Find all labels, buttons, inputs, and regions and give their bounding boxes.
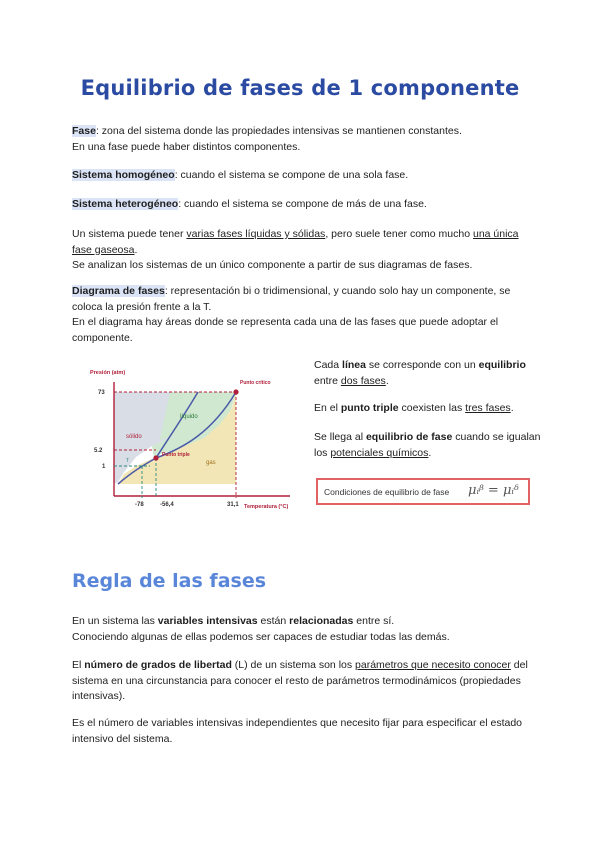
underlined-text: tres fases	[465, 402, 511, 414]
text-span: Se analizan los sistemas de un único componente a partir de sus diagramas de fases.	[72, 259, 473, 271]
condition-label: Condiciones de equilibrio de fase	[324, 487, 450, 497]
term-fase: Fase	[72, 125, 96, 137]
diagram-ylabel: Presión (atm)	[90, 370, 126, 376]
text-span: se corresponde con un	[365, 359, 479, 371]
variables-paragraph	[72, 614, 532, 645]
underlined-text: varias fases líquidas y sólidas	[186, 228, 326, 240]
bold-text: equilibrio	[478, 359, 526, 371]
page-title: Equilibrio de fases de 1 componente	[80, 76, 520, 100]
x-tick-31: 31,1	[227, 502, 239, 508]
bold-text: número de grados de libertad	[84, 659, 232, 671]
x-tick-78: -78	[135, 502, 144, 508]
term-diagrama: Diagrama de fases	[72, 285, 165, 297]
t-small-label: T	[126, 458, 130, 464]
diagrama-paragraph	[72, 284, 532, 346]
diagram-xlabel: Temperatura (°C)	[244, 504, 289, 510]
y-tick-73: 73	[98, 390, 105, 396]
text-span: coexisten las	[398, 402, 466, 414]
section-title: Regla de las fases	[72, 570, 267, 592]
critical-label: Punto crítico	[240, 380, 271, 386]
text-span: (L) de un sistema son los	[231, 659, 356, 671]
underlined-text: parámetros que necesito conocer	[355, 659, 511, 671]
heterogeneo-definition: : cuando el sistema se compone de más de una fase.	[178, 198, 427, 210]
text-span: Un sistema puede tener	[72, 228, 187, 240]
triple-label: Punto triple	[162, 452, 190, 458]
text-span: El	[72, 659, 85, 671]
text-span: Cada	[314, 359, 343, 371]
homogeneo-paragraph	[72, 168, 532, 184]
text-span: cuando se igualan los	[314, 431, 541, 459]
equilibrium-condition-box	[316, 478, 530, 505]
variables-independientes-paragraph	[72, 716, 532, 747]
text-span: entre	[314, 374, 341, 387]
text-span: .	[134, 243, 138, 256]
y-tick-1: 1	[102, 464, 106, 470]
text-span: entre sí.	[353, 615, 395, 627]
text-span: Es el número de variables intensivas independientes que necesito fijar para especificar el estado intensivo del sistema.	[72, 717, 523, 745]
term-homogeneo: Sistema homogéneo	[72, 169, 175, 181]
side-note-lines	[314, 358, 544, 389]
text-span: , pero suele tener como mucho	[325, 228, 473, 240]
bold-text: línea	[342, 359, 366, 371]
solid-label: sólido	[126, 434, 142, 440]
critical-point	[233, 389, 238, 394]
heterogeneo-paragraph	[72, 197, 532, 213]
text-span: En un sistema las	[72, 615, 158, 627]
fase-paragraph	[72, 124, 532, 155]
phase-diagram	[80, 362, 308, 512]
fase-definition: : zona del sistema donde las propiedades intensivas se mantienen constantes.	[95, 125, 462, 137]
x-tick-56: -56,4	[160, 502, 174, 508]
underlined-text: potenciales químicos	[330, 446, 429, 459]
liquid-label: líquido	[180, 414, 198, 420]
diagrama-definition: : representación bi o tridimensional, y cuando solo hay un componente, se coloca la presión frente a la T.	[72, 285, 511, 313]
text-span: del sistema en una circunstancia para conocer el resto de parámetros termodinámicos (propiedades intensivas).	[72, 659, 528, 702]
text-span: Conociendo algunas de ellas podemos ser capaces de estudiar todas las demás.	[72, 630, 450, 643]
bold-text: equilibrio de fase	[365, 431, 453, 443]
bold-text: variables intensivas	[157, 615, 258, 627]
bold-text: relacionadas	[289, 615, 354, 627]
underlined-text: una única fase gaseosa	[72, 228, 519, 256]
diagrama-note: En el diagrama hay áreas donde se representa cada una de las fases que puede adoptar el componente.	[72, 316, 499, 344]
bold-text: punto triple	[340, 402, 399, 414]
side-note-equilibrium	[314, 430, 544, 461]
fase-note: En una fase puede haber distintos componentes.	[72, 140, 301, 153]
term-heterogeneo: Sistema heterogéneo	[72, 198, 179, 210]
homogeneo-definition: : cuando el sistema se compone de una sola fase.	[174, 169, 409, 181]
text-span: .	[385, 374, 389, 387]
underlined-text: dos fases	[340, 374, 386, 387]
text-span: En el	[314, 402, 341, 414]
triple-point	[153, 455, 158, 460]
text-span: están	[257, 615, 290, 627]
condition-formula: μᵢᵝ = μᵢᵟ	[468, 483, 519, 498]
gas-label: gas	[206, 460, 216, 466]
side-note-triple	[314, 401, 544, 417]
text-span: .	[510, 402, 514, 414]
text-span: Se llega al	[314, 431, 366, 443]
fases-paragraph	[72, 227, 532, 274]
text-span: .	[428, 446, 432, 459]
grados-libertad-paragraph	[72, 658, 532, 705]
y-tick-5-2: 5.2	[94, 448, 103, 454]
